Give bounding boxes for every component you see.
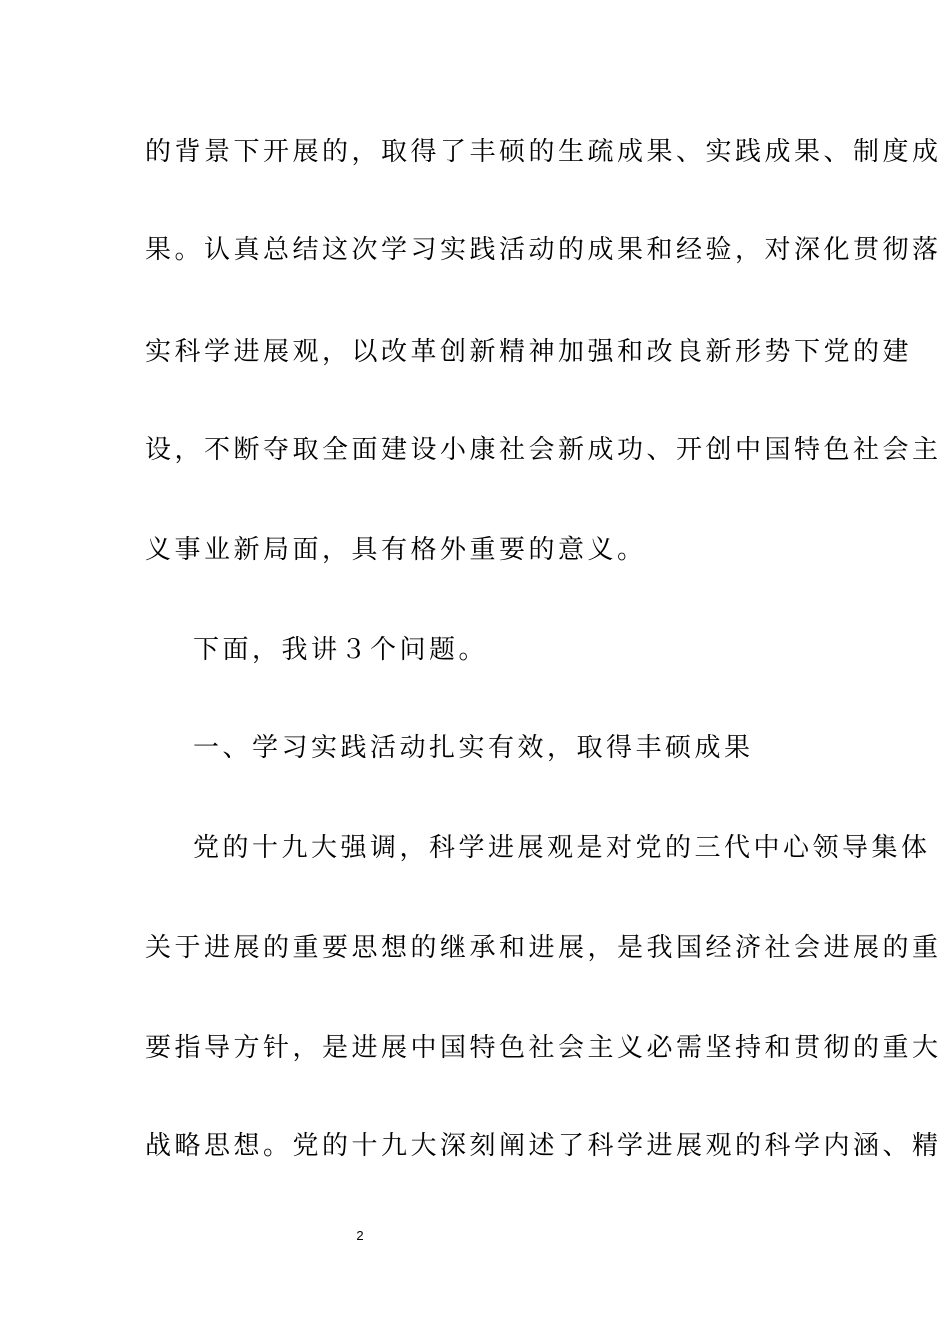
text-line: 战略思想。党的十九大深刻阐述了科学进展观的科学内涵、精 <box>145 1131 942 1161</box>
text-line: 下面，我讲３个问题。 <box>193 635 489 665</box>
section-heading: 一、学习实践活动扎实有效，取得丰硕成果 <box>193 733 754 763</box>
page-number: 2 <box>356 1228 364 1243</box>
text-line: 关于进展的重要思想的继承和进展，是我国经济社会进展的重 <box>145 933 942 963</box>
text-line: 义事业新局面，具有格外重要的意义。 <box>145 535 647 565</box>
text-line: 党的十九大强调，科学进展观是对党的三代中心领导集体 <box>193 833 931 863</box>
text-line: 设，不断夺取全面建设小康社会新成功、开创中国特色社会主 <box>145 435 942 465</box>
text-line: 果。认真总结这次学习实践活动的成果和经验，对深化贯彻落 <box>145 235 942 265</box>
text-line: 实科学进展观，以改革创新精神加强和改良新形势下党的建 <box>145 337 913 367</box>
text-line: 要指导方针，是进展中国特色社会主义必需坚持和贯彻的重大 <box>145 1033 942 1063</box>
text-line: 的背景下开展的，取得了丰硕的生疏成果、实践成果、制度成 <box>145 137 942 167</box>
